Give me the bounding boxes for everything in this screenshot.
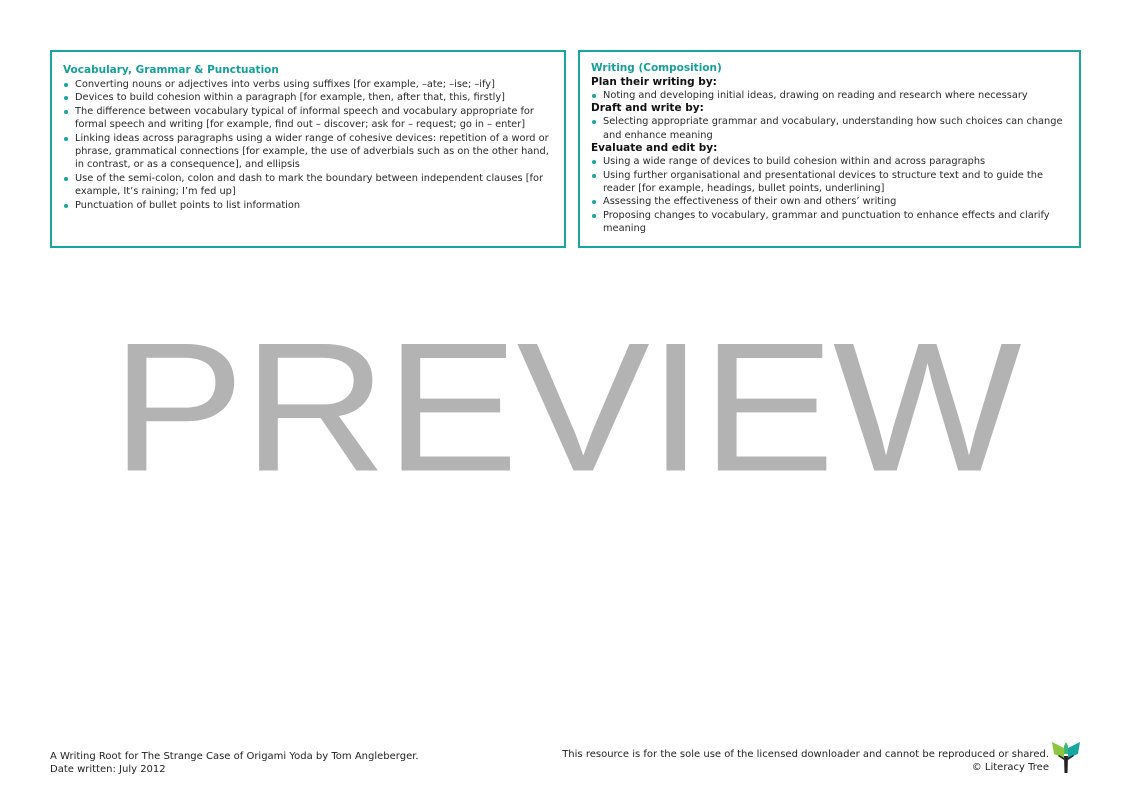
list-item: The difference between vocabulary typical of informal speech and vocabulary appropriate for formal speech and writing [for example, find out – discover; ask for – request; go in – enter]	[63, 105, 554, 132]
list-item: Using a wide range of devices to build cohesion within and across paragraphs	[591, 155, 1069, 168]
plan-list	[591, 89, 1069, 102]
writing-composition-panel	[578, 50, 1081, 248]
footer-license	[562, 749, 1049, 774]
list-item: Linking ideas across paragraphs using a wider range of cohesive devices: repetition of a word or phrase, grammatical connections [for example, the use of adverbials such as on the other hand, in contrast, or as a consequence], and ellipsis	[63, 132, 554, 172]
list-item: Devices to build cohesion within a paragraph [for example, then, after that, this, firstly]	[63, 91, 554, 104]
footer-title-line: A Writing Root for The Strange Case of Origami Yoda by Tom Angleberger.	[50, 751, 419, 762]
list-item: Using further organisational and presentational devices to structure text and to guide the reader [for example, headings, bullet points, underlining]	[591, 169, 1069, 196]
list-item: Punctuation of bullet points to list information	[63, 199, 554, 212]
plan-heading: Plan their writing by:	[591, 76, 717, 88]
vocabulary-list	[63, 78, 554, 212]
list-item: Use of the semi-colon, colon and dash to mark the boundary between independent clauses [for example, It’s raining; I’m fed up]	[63, 172, 554, 199]
writing-panel-title: Writing (Composition)	[591, 62, 722, 74]
list-item: Assessing the effectiveness of their own and others’ writing	[591, 195, 1069, 208]
evaluate-list	[591, 155, 1069, 235]
tree-logo-icon	[1050, 740, 1082, 774]
draft-list	[591, 115, 1069, 142]
footer-date-line: Date written: July 2012	[50, 763, 166, 775]
preview-watermark: PREVIEW	[111, 304, 1020, 511]
evaluate-heading: Evaluate and edit by:	[591, 142, 718, 155]
draft-heading: Draft and write by:	[591, 102, 704, 115]
copyright-notice: © Literacy Tree	[971, 761, 1049, 773]
vocabulary-grammar-panel	[50, 50, 566, 248]
list-item: Noting and developing initial ideas, drawing on reading and research where necessary	[591, 89, 1069, 102]
list-item: Converting nouns or adjectives into verbs using suffixes [for example, –ate; –ise; –ify]	[63, 78, 554, 91]
footer-attribution	[50, 751, 419, 776]
license-notice: This resource is for the sole use of the licensed downloader and cannot be reproduced or shared.	[562, 749, 1049, 760]
vocabulary-panel-title: Vocabulary, Grammar & Punctuation	[63, 64, 279, 76]
list-item: Proposing changes to vocabulary, grammar and punctuation to enhance effects and clarify meaning	[591, 209, 1069, 236]
list-item: Selecting appropriate grammar and vocabulary, understanding how such choices can change and enhance meaning	[591, 115, 1069, 142]
